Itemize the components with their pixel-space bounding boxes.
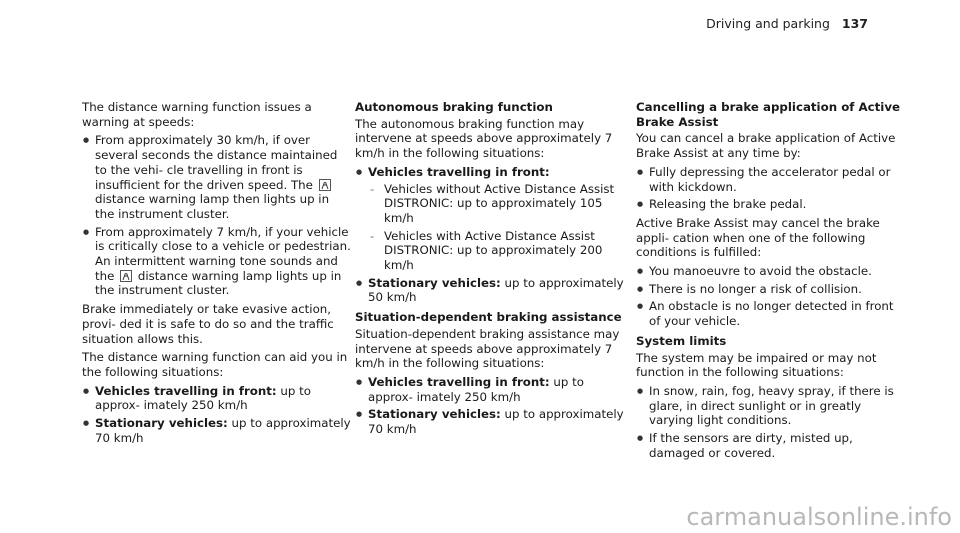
cancel-list [636, 165, 906, 212]
page-header [706, 16, 868, 31]
distance-warning-lamp-icon [120, 270, 132, 282]
intro-paragraph: The distance warning function issues a warning at speeds: [82, 100, 312, 129]
watermark: carmanualsonline.info [686, 503, 952, 531]
list-item: ● In snow, rain, fog, heavy spray, if there is glare, in direct sunlight or in greatly varying light conditions. [636, 384, 906, 428]
conditions-list [636, 264, 906, 329]
sub-list [368, 182, 625, 273]
list-item: ● There is no longer a risk of collision. [636, 282, 906, 297]
list-item [355, 407, 625, 436]
list-item-label: Vehicles travelling in front: [95, 383, 277, 398]
list-item: ● Fully depressing the accelerator pedal or with kickdown. [636, 165, 906, 194]
section-heading: Autonomous braking function [355, 100, 553, 114]
section-heading: Cancelling a brake application of Active Brake Assist [636, 100, 901, 129]
list-item-text: up to approx- imately 250 km/h [95, 383, 311, 413]
brake-paragraph: Brake immediately or take evasive action, provi- ded it is safe to do so and the traffic situation allows this. [82, 302, 334, 346]
list-item-text: up to approx- imately 250 km/h [368, 374, 584, 404]
section-heading: Situation-dependent braking assistance [355, 310, 622, 325]
paragraph: Active Brake Assist may cancel the brake appli- cation when one of the following conditions is fulfilled: [636, 215, 880, 260]
page-number: 137 [841, 16, 868, 31]
list-item-label: Stationary vehicles: [368, 407, 501, 422]
limits-list [636, 384, 906, 461]
list-item [355, 276, 625, 305]
list-item [355, 165, 625, 273]
list-item [82, 384, 352, 413]
distance-warning-lamp-icon [319, 179, 331, 191]
list-item-text-tail: distance warning lamp lights up in the instrument cluster. [95, 268, 342, 298]
list-item: ● An obstacle is no longer detected in front of your vehicle. [636, 299, 906, 328]
list-item-text: up to approximately 50 km/h [368, 275, 624, 305]
list-item-text: up to approximately 70 km/h [95, 416, 351, 445]
paragraph: The system may be impaired or may not function in the following situations: [636, 350, 877, 380]
column-1 [82, 100, 352, 449]
situation-list [355, 375, 625, 437]
column-2 [355, 100, 625, 441]
list-item: ● You manoeuvre to avoid the obstacle. [636, 264, 906, 279]
column-3 [636, 100, 906, 464]
section-heading: System limits [636, 333, 727, 348]
situations-paragraph: The distance warning function can aid you in the following situations: [82, 350, 348, 379]
list-item-text: From approximately 30 km/h, if over several seconds the distance maintained to the vehi- cle travelling in front is insufficient for the driven speed. The [95, 133, 338, 192]
list-item [82, 133, 352, 221]
list-item-label: Vehicles travelling in front: [368, 164, 550, 179]
section-title: Driving and parking [706, 16, 830, 31]
list-item: ● If the sensors are dirty, misted up, damaged or covered. [636, 431, 906, 460]
paragraph: The autonomous braking function may intervene at speeds above approximately 7 km/h in the following situations: [355, 116, 613, 161]
list-item-text: up to approximately 70 km/h [368, 407, 624, 437]
sub-list-item: - Vehicles without Active Distance Assist DISTRONIC: up to approximately 105 km/h [368, 182, 625, 226]
sub-list-item: - Vehicles with Active Distance Assist DISTRONIC: up to approximately 200 km/h [368, 229, 625, 273]
list-item-label: Stationary vehicles: [95, 416, 228, 431]
list-item [355, 375, 625, 404]
list-item [82, 225, 352, 299]
situations-list [82, 384, 352, 446]
list-item-text-tail: distance warning lamp then lights up in the instrument cluster. [95, 192, 330, 221]
warning-speed-list [82, 133, 352, 298]
paragraph: Situation-dependent braking assistance may intervene at speeds above approximately 7 km/h in the following situations: [355, 326, 620, 371]
paragraph: You can cancel a brake application of Active Brake Assist at any time by: [636, 131, 896, 161]
list-item: ● Releasing the brake pedal. [636, 197, 906, 212]
list-item-text: From approximately 7 km/h, if your vehicle is critically close to a vehicle or pedestrian. An intermittent warning tone sounds and the [95, 224, 351, 283]
list-item [82, 416, 352, 445]
autonomous-list [355, 165, 625, 305]
list-item-label: Stationary vehicles: [368, 275, 501, 290]
list-item-label: Vehicles travelling in front: [368, 374, 550, 389]
